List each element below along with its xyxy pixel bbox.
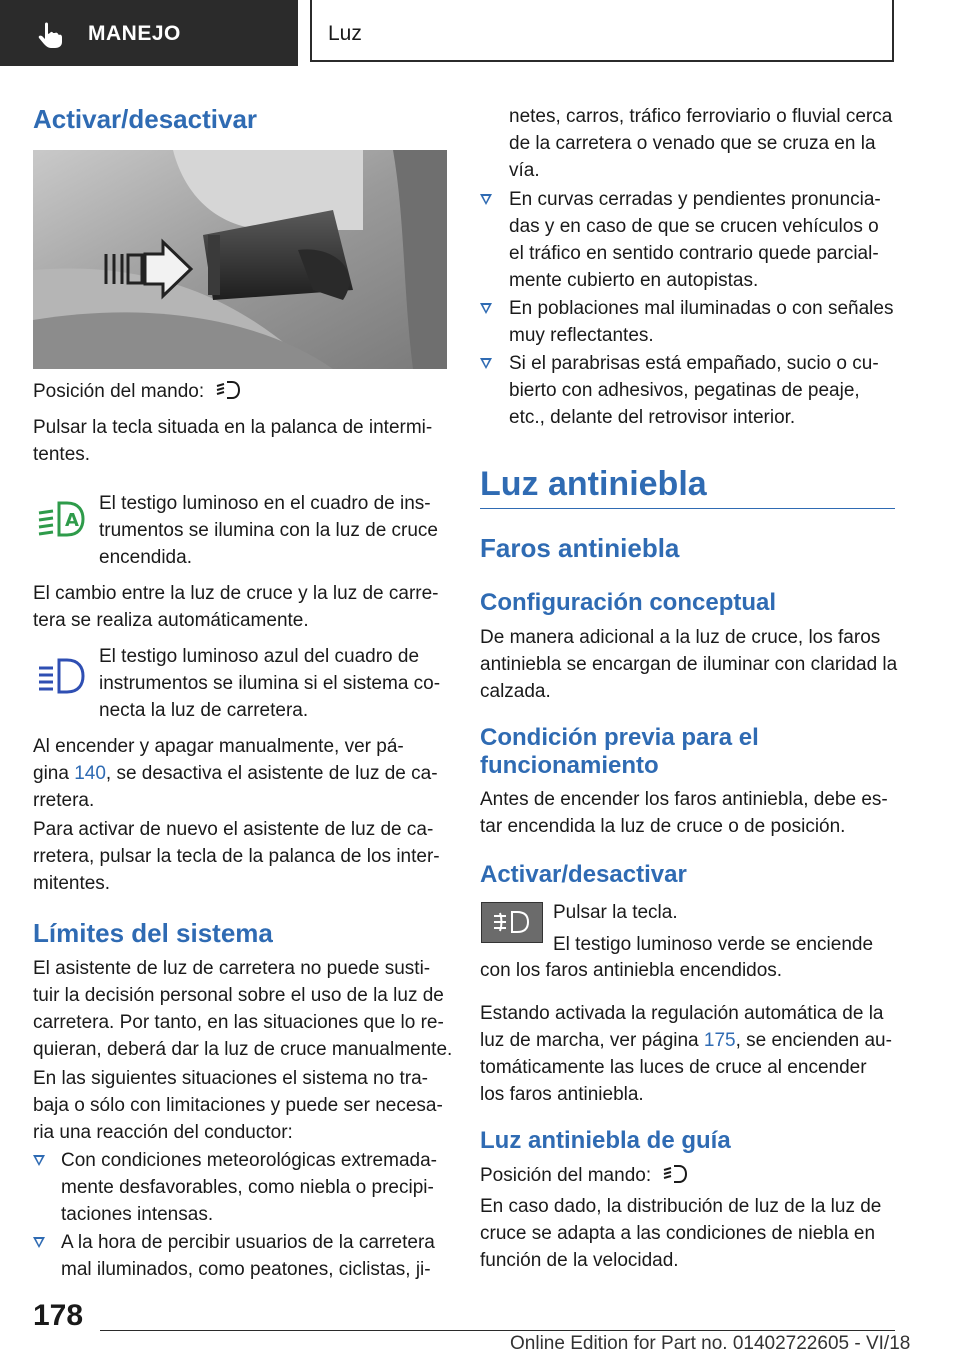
high-beam-assist-indicator-icon xyxy=(37,499,85,539)
footer-rule xyxy=(100,1330,895,1331)
page-number: 178 xyxy=(33,1299,84,1332)
heading-prerequisite: Condición previa para el funcionamiento xyxy=(480,724,759,779)
page-link-140[interactable]: 140 xyxy=(74,763,106,784)
bullet-triangle-icon xyxy=(480,194,492,205)
list-item-continued: netes, carros, tráfico ferroviario o fluvial cerca de la carretera o venado que se cruza en la vía. xyxy=(509,106,893,181)
section-label: MANEJO xyxy=(88,22,181,45)
svg-text:A: A xyxy=(65,510,79,531)
turn-signal-stalk-image xyxy=(33,150,447,369)
paragraph: De manera adicional a la luz de cruce, los faros antiniebla se encargan de iluminar con claridad la calzada. xyxy=(480,627,898,702)
heading-rule xyxy=(480,508,895,509)
high-beam-indicator-icon xyxy=(37,656,85,696)
paragraph: El cambio entre la luz de cruce y la luz de carre‐ tera se realiza automáticamente. xyxy=(33,583,439,631)
chapter-header xyxy=(310,0,894,62)
paragraph: Para activar de nuevo el asistente de luz de ca‐ rretera, pulsar la tecla de la palanca de los inter‐ mitentes. xyxy=(33,819,440,894)
bullet-triangle-icon xyxy=(33,1155,45,1166)
stalk-photo xyxy=(33,150,447,369)
front-fog-light-icon xyxy=(482,903,542,942)
heading-fog-lamps: Faros antiniebla xyxy=(480,533,680,563)
indicator-description: El testigo luminoso azul del cuadro de instrumentos se ilumina si el sistema co‐ necta la luz de carretera. xyxy=(99,646,441,721)
heading-fog-light: Luz antiniebla xyxy=(480,465,707,503)
control-position: Posición del mando: xyxy=(480,1162,688,1189)
bullet-triangle-icon xyxy=(33,1237,45,1248)
chapter-title: Luz xyxy=(328,22,362,45)
high-beam-assist-icon xyxy=(662,1162,688,1184)
hand-pointer-icon xyxy=(36,20,66,50)
paragraph: Pulsar la tecla situada en la palanca de intermi‐ tentes. xyxy=(33,417,433,465)
paragraph: El testigo luminoso verde se enciende xyxy=(553,934,874,955)
paragraph: El asistente de luz de carretera no puede susti‐ tuir la decisión personal sobre el uso de la luz de carretera. Por tanto, en las situaciones que lo re‐ quieran, deberá dar la luz de cruce manualmente. xyxy=(33,958,453,1060)
page-link-175[interactable]: 175 xyxy=(703,1030,736,1051)
heading-limits: Límites del sistema xyxy=(33,918,273,948)
control-position: Posición del mando: xyxy=(33,378,241,405)
paragraph: En caso dado, la distribución de luz de la luz de cruce se adapta a las condiciones de niebla en función de la velocidad. xyxy=(480,1196,882,1271)
edition-note: Online Edition for Part no. 01402722605 - VI/18 xyxy=(510,1333,911,1354)
fog-light-button-image xyxy=(481,902,543,943)
indicator-description: El testigo luminoso en el cuadro de ins‐ trumentos se ilumina con la luz de cruce encendida. xyxy=(99,493,438,568)
section-tab xyxy=(0,0,298,66)
bullet-triangle-icon xyxy=(480,303,492,314)
bullet-triangle-icon xyxy=(480,358,492,369)
heading-activate: Activar/desactivar xyxy=(33,104,258,134)
paragraph: con los faros antiniebla encendidos. xyxy=(480,960,783,981)
high-beam-assist-icon xyxy=(215,378,241,400)
paragraph: Al encender y apagar manualmente, ver pá‐ gina 140, se desactiva el asistente de luz de ca‐ rretera. xyxy=(33,736,438,811)
heading-guide-fog: Luz antiniebla de guía xyxy=(480,1127,731,1154)
heading-activate-fog: Activar/desactivar xyxy=(480,861,687,888)
paragraph: Antes de encender los faros antiniebla, debe es‐ tar encendida la luz de cruce o de posición. xyxy=(480,789,888,837)
heading-concept: Configuración conceptual xyxy=(480,589,777,616)
paragraph: Estando activada la regulación automática de la luz de marcha, ver página 175, se encienden au‐ tomáticamente las luces de cruce al encender los faros antiniebla. xyxy=(480,1003,892,1105)
paragraph: En las siguientes situaciones el sistema no tra‐ baja o sólo con limitaciones y puede ser necesa‐ ria una reacción del conductor: xyxy=(33,1068,443,1143)
instruction: Pulsar la tecla. xyxy=(553,902,678,923)
